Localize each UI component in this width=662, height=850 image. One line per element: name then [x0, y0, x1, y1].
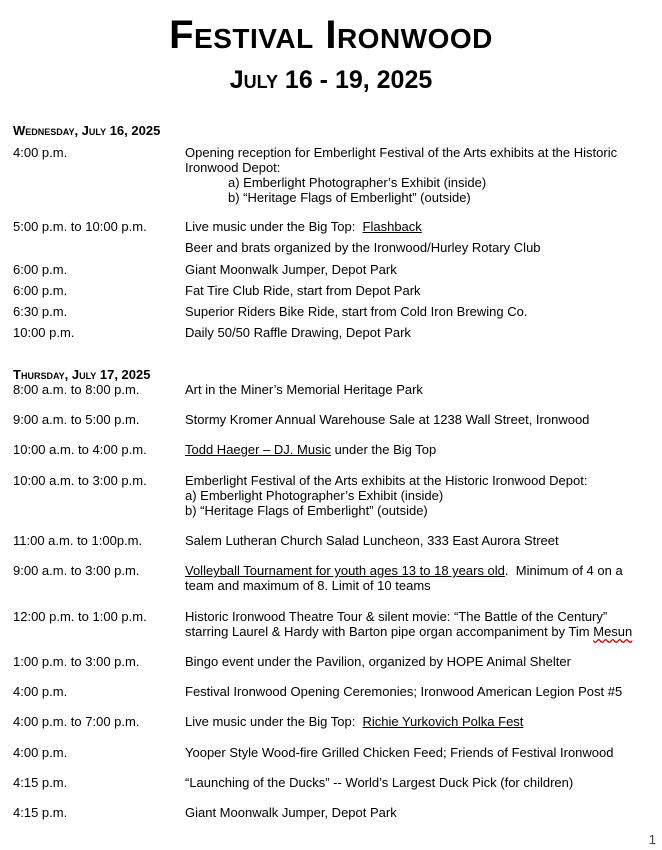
date-range: July 16 - 19, 2025: [229, 66, 433, 94]
event-time: 10:00 p.m.: [13, 325, 75, 340]
event-time: 4:15 p.m.: [13, 775, 68, 790]
event-description: Live music under the Big Top: Flashback: [185, 219, 422, 234]
event-description: Daily 50/50 Raffle Drawing, Depot Park: [185, 325, 411, 340]
event-time: 9:00 a.m. to 3:00 p.m.: [13, 563, 140, 578]
event-time: 4:00 p.m.: [13, 684, 68, 699]
event-description: Yooper Style Wood-fire Grilled Chicken Feed; Friends of Festival Ironwood: [185, 745, 614, 760]
event-description: Superior Riders Bike Ride, start from Cold Iron Brewing Co.: [185, 304, 528, 319]
event-time: 4:00 p.m.: [13, 745, 68, 760]
volleyball-link[interactable]: Volleyball Tournament for youth ages 13 to 18 years old: [185, 563, 505, 578]
event-description: Giant Moonwalk Jumper, Depot Park: [185, 262, 397, 277]
event-description: Art in the Miner’s Memorial Heritage Park: [185, 382, 423, 397]
event-time: 10:00 a.m. to 4:00 p.m.: [13, 442, 147, 457]
event-description: Fat Tire Club Ride, start from Depot Park: [185, 283, 421, 298]
event-description: Historic Ironwood Theatre Tour & silent movie: “The Battle of the Century” starring Laurel & Hardy with Barton pipe organ accompaniment by Tim Mesun: [185, 609, 633, 639]
event-description: Opening reception for Emberlight Festival of the Arts exhibits at the Historic Ironwood Depot: a) Emberlight Photographer’s Exhibit (inside) b) “Heritage Flags of Emberlight” (outside): [185, 145, 645, 205]
event-time: 4:00 p.m. to 7:00 p.m.: [13, 714, 140, 729]
event-time: 6:00 p.m.: [13, 262, 68, 277]
dj-link[interactable]: Todd Haeger – DJ. Music: [185, 442, 331, 457]
event-time: 4:15 p.m.: [13, 805, 68, 820]
event-time: 6:30 p.m.: [13, 304, 68, 319]
sub-item: b) “Heritage Flags of Emberlight” (outside): [228, 190, 471, 205]
page-number: 1: [648, 832, 656, 847]
event-time: 9:00 a.m. to 5:00 p.m.: [13, 412, 140, 427]
event-time: 6:00 p.m.: [13, 283, 68, 298]
event-description: “Launching of the Ducks” -- World’s Largest Duck Pick (for children): [185, 775, 574, 790]
sub-item: a) Emberlight Photographer’s Exhibit (inside): [228, 175, 487, 190]
event-description: Volleyball Tournament for youth ages 13 to 18 years old. Minimum of 4 on a team and maximum of 8. Limit of 10 teams: [185, 563, 623, 593]
event-description: Emberlight Festival of the Arts exhibits at the Historic Ironwood Depot: a) Emberlight Photographer’s Exhibit (inside) b) “Heritage Flags of Emberlight” (outside): [185, 473, 588, 518]
band-link-flashback[interactable]: Flashback: [362, 219, 422, 234]
page-title: Festival Ironwood: [169, 13, 493, 57]
event-description: Stormy Kromer Annual Warehouse Sale at 1238 Wall Street, Ironwood: [185, 412, 590, 427]
event-time: 1:00 p.m. to 3:00 p.m.: [13, 654, 140, 669]
event-description: Giant Moonwalk Jumper, Depot Park: [185, 805, 397, 820]
event-description: Beer and brats organized by the Ironwood/Hurley Rotary Club: [185, 240, 541, 255]
event-time: 4:00 p.m.: [13, 145, 68, 160]
band-link-polka-fest[interactable]: Richie Yurkovich Polka Fest: [362, 714, 524, 729]
event-time: 10:00 a.m. to 3:00 p.m.: [13, 473, 147, 488]
event-time: 8:00 a.m. to 8:00 p.m.: [13, 382, 140, 397]
event-time: 12:00 p.m. to 1:00 p.m.: [13, 609, 147, 624]
event-description: Live music under the Big Top: Richie Yurkovich Polka Fest: [185, 714, 524, 729]
event-description: Festival Ironwood Opening Ceremonies; Ironwood American Legion Post #5: [185, 684, 623, 699]
event-description: Bingo event under the Pavilion, organized by HOPE Animal Shelter: [185, 654, 571, 669]
event-time: 11:00 a.m. to 1:00p.m.: [13, 533, 143, 548]
event-description: Todd Haeger – DJ. Music under the Big Top: [185, 442, 437, 457]
event-time: 5:00 p.m. to 10:00 p.m.: [13, 219, 147, 234]
spellcheck-word: Mesun: [593, 624, 633, 639]
day-heading-wednesday: Wednesday, July 16, 2025: [13, 123, 161, 138]
day-heading-thursday: Thursday, July 17, 2025: [13, 367, 151, 382]
event-description: Salem Lutheran Church Salad Luncheon, 333 East Aurora Street: [185, 533, 559, 548]
